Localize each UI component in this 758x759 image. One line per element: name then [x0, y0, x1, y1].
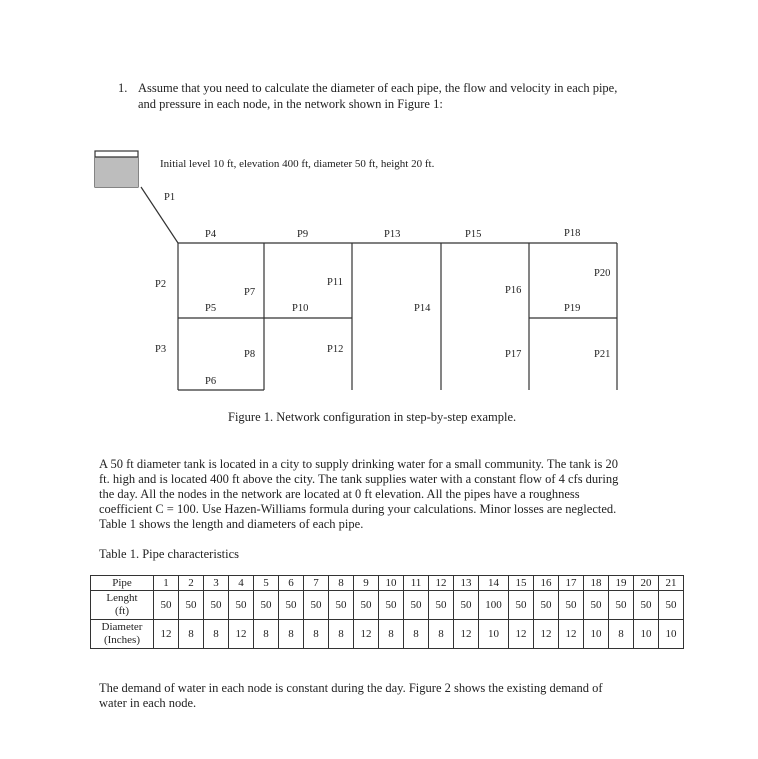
- pipe-cell: 9: [354, 576, 379, 591]
- tank-water: [95, 157, 138, 187]
- label-p14: P14: [414, 303, 431, 314]
- length-cell: 50: [354, 591, 379, 620]
- row-header-pipe: Pipe: [91, 576, 154, 591]
- pipe-cell: 17: [559, 576, 584, 591]
- length-cell: 50: [179, 591, 204, 620]
- diameter-cell: 10: [479, 620, 509, 649]
- question-line-1: Assume that you need to calculate the diameter of each pipe, the flow and velocity in each pipe,: [138, 81, 618, 95]
- pipe-cell: 4: [229, 576, 254, 591]
- diameter-cell: 12: [229, 620, 254, 649]
- diameter-cell: 12: [354, 620, 379, 649]
- footer-line-2: water in each node.: [99, 696, 197, 710]
- label-p20: P20: [594, 268, 611, 279]
- label-p4: P4: [205, 229, 217, 240]
- diameter-cell: 12: [454, 620, 479, 649]
- length-cell: 50: [534, 591, 559, 620]
- pipe-cell: 11: [404, 576, 429, 591]
- table-row-diameter: [91, 620, 684, 649]
- row-header-diameter: [91, 620, 154, 649]
- label-p19: P19: [564, 303, 581, 314]
- length-cell: 50: [584, 591, 609, 620]
- diameter-cell: 10: [659, 620, 684, 649]
- label-p18: P18: [564, 228, 581, 239]
- row-header-diameter-line2: (Inches): [103, 634, 141, 646]
- label-p11: P11: [327, 277, 343, 288]
- length-cell: 50: [229, 591, 254, 620]
- table-row-pipe: [91, 576, 684, 591]
- label-p12: P12: [327, 344, 344, 355]
- length-cell: 50: [509, 591, 534, 620]
- pipe-cell: 20: [634, 576, 659, 591]
- length-cell: 50: [634, 591, 659, 620]
- length-cell: 50: [429, 591, 454, 620]
- footer-line-1: The demand of water in each node is constant during the day. Figure 2 shows the existing demand of: [99, 681, 603, 695]
- label-p3: P3: [155, 344, 167, 355]
- label-p15: P15: [465, 229, 482, 240]
- diameter-cell: 8: [304, 620, 329, 649]
- length-cell: 50: [154, 591, 179, 620]
- length-cell: 50: [609, 591, 634, 620]
- pipe-cell: 7: [304, 576, 329, 591]
- label-p5: P5: [205, 303, 217, 314]
- pipe-cell: 5: [254, 576, 279, 591]
- label-p10: P10: [292, 303, 309, 314]
- paragraph-line-2: ft. high and is located 400 ft above the city. The tank supplies water with a constant flow of 4 cfs during: [99, 472, 619, 486]
- pipe-cell: 14: [479, 576, 509, 591]
- row-header-length: [91, 591, 154, 620]
- length-cell: 50: [304, 591, 329, 620]
- diameter-cell: 8: [204, 620, 229, 649]
- length-cell: 50: [204, 591, 229, 620]
- pipe-cell: 15: [509, 576, 534, 591]
- pipe-cell: 19: [609, 576, 634, 591]
- diameter-cell: 8: [429, 620, 454, 649]
- pipe-cell: 6: [279, 576, 304, 591]
- diameter-cell: 12: [154, 620, 179, 649]
- table-title: Table 1. Pipe characteristics: [99, 547, 240, 561]
- label-p8: P8: [244, 349, 256, 360]
- figure-caption: Figure 1. Network configuration in step-by-step example.: [228, 410, 517, 424]
- label-p17: P17: [505, 349, 522, 360]
- diameter-cell: 8: [329, 620, 354, 649]
- length-cell: 50: [254, 591, 279, 620]
- length-cell: 50: [379, 591, 404, 620]
- label-p1: P1: [164, 192, 176, 203]
- tank-note: Initial level 10 ft, elevation 400 ft, diameter 50 ft, height 20 ft.: [160, 158, 435, 170]
- diameter-cell: 10: [584, 620, 609, 649]
- pipe-cell: 1: [154, 576, 179, 591]
- pipe-cell: 16: [534, 576, 559, 591]
- row-header-length-line2: (ft): [114, 605, 130, 617]
- diameter-cell: 12: [559, 620, 584, 649]
- length-cell: 50: [329, 591, 354, 620]
- diameter-cell: 8: [179, 620, 204, 649]
- pipe-cell: 21: [659, 576, 684, 591]
- paragraph-line-3: the day. All the nodes in the network are located at 0 ft elevation. All the pipes have a roughness: [99, 487, 580, 501]
- length-cell: 50: [404, 591, 429, 620]
- question-line-2: and pressure in each node, in the network shown in Figure 1:: [138, 97, 443, 111]
- diameter-cell: 8: [254, 620, 279, 649]
- paragraph-line-5: Table 1 shows the length and diameters of each pipe.: [99, 517, 364, 531]
- diameter-cell: 8: [609, 620, 634, 649]
- label-p16: P16: [505, 285, 522, 296]
- diameter-cell: 8: [279, 620, 304, 649]
- pipe-cell: 12: [429, 576, 454, 591]
- diameter-cell: 8: [404, 620, 429, 649]
- label-p9: P9: [297, 229, 309, 240]
- paragraph-line-4: coefficient C = 100. Use Hazen-Williams formula during your calculations. Minor losses are neglected.: [99, 502, 617, 516]
- question-number: 1.: [118, 81, 128, 95]
- diameter-cell: 10: [634, 620, 659, 649]
- label-p7: P7: [244, 287, 256, 298]
- pipe-cell: 2: [179, 576, 204, 591]
- pipe-cell: 3: [204, 576, 229, 591]
- label-p2: P2: [155, 279, 167, 290]
- table-row-length: [91, 591, 684, 620]
- pipe-cell: 13: [454, 576, 479, 591]
- paragraph-line-1: A 50 ft diameter tank is located in a city to supply drinking water for a small community. The tank is 20: [99, 457, 618, 471]
- diameter-cell: 8: [379, 620, 404, 649]
- length-cell: 50: [454, 591, 479, 620]
- length-cell: 100: [479, 591, 509, 620]
- row-header-diameter-line1: Diameter: [101, 621, 143, 633]
- length-cell: 50: [279, 591, 304, 620]
- pipe-cell: 10: [379, 576, 404, 591]
- diameter-cell: 12: [509, 620, 534, 649]
- length-cell: 50: [659, 591, 684, 620]
- length-cell: 50: [559, 591, 584, 620]
- pipe-cell: 8: [329, 576, 354, 591]
- row-header-length-line1: Lenght: [106, 592, 138, 604]
- pipe-table: [90, 575, 684, 649]
- diameter-cell: 12: [534, 620, 559, 649]
- pipe-cell: 18: [584, 576, 609, 591]
- label-p21: P21: [594, 349, 611, 360]
- label-p13: P13: [384, 229, 401, 240]
- label-p6: P6: [205, 376, 217, 387]
